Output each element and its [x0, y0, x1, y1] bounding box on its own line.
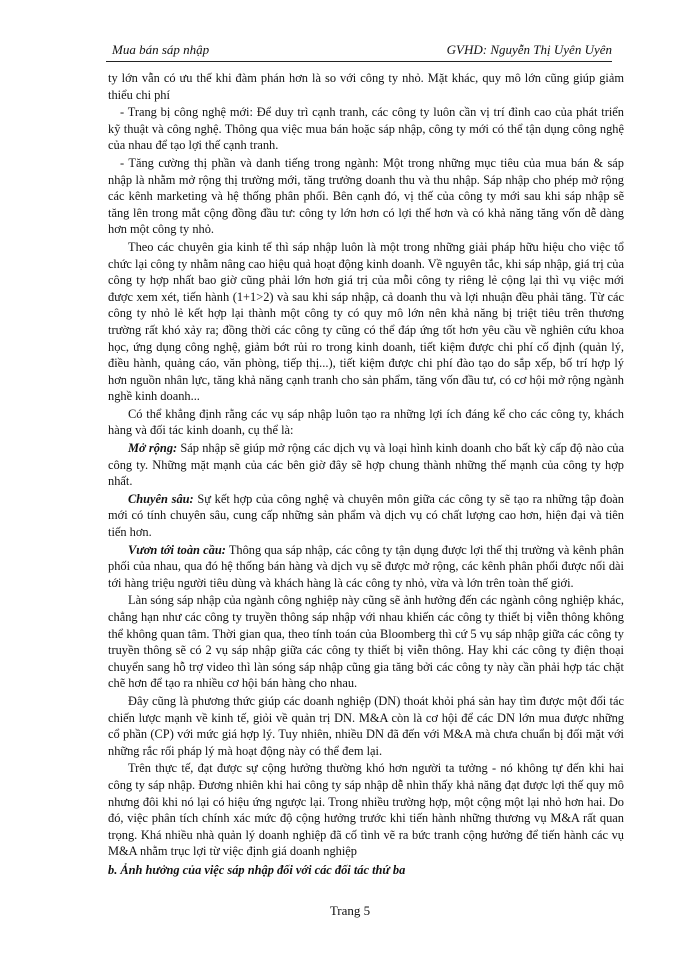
term-text: Thông qua sáp nhập, các công ty tận dụng được lợi thế thị trường và kênh phân phối của nhau, qua đó hệ thống bán hàng và dịch vụ sẽ được mở rộng, các kênh phân phối được nối dài tới hàng triệu người tiêu dùng và khách hàng là các công ty nhỏ, vừa và lớn trên toàn thế giới.: [108, 542, 624, 590]
paragraph: Trên thực tế, đạt được sự cộng hưởng thường khó hơn người ta tưởng - nó không tự đến khi hai công ty sáp nhập. Đương nhiên khi hai công ty sáp nhập dễ nhìn thấy khả năng đạt được lợi thế quy mô nhưng đôi khi nó lại có hiệu ứng ngược lại. Trong nhiều trường hợp, một cộng một lại nhỏ hơn hai. Do đó, việc phân tích chính xác mức độ cộng hưởng trước khi tiến hành những thương vụ M&A rất quan trọng. Khá nhiều nhà quản lý doanh nghiệp đã cố tình vẽ ra bức tranh cộng hưởng để tiến hành các vụ M&A nhằm trục lợi từ việc định giá doanh nghiệp: [108, 761, 624, 859]
header-instructor: GVHD: Nguyễn Thị Uyên Uyên: [446, 42, 612, 57]
page-header: [106, 42, 612, 62]
paragraph: Theo các chuyên gia kinh tế thì sáp nhập luôn là một trong những giải pháp hữu hiệu cho việc tổ chức lại công ty nhằm nâng cao hiệu quả hoạt động kinh doanh. Về nguyên tắc, khi sáp nhập, giá trị của công ty hợp nhất bao giờ cũng phải lớn hơn giá trị của mỗi công ty riêng lẻ cộng lại thì vụ việc mới được xem xét, tiến hành (1+1>2) và sau khi sáp nhập, cả doanh thu và lợi nhuận đều phải tăng. Từ các công ty nhỏ lẻ kết hợp lại thành một công ty có quy mô lớn nên khả năng bị triệt tiêu trên thương trường rất khó xảy ra; đồng thời các công ty cũng có thể đáp ứng tốt hơn yêu cầu về nghiên cứu khoa học, ứng dụng công nghệ, giảm bớt rủi ro trong kinh doanh, tiết kiệm được chi phí cố định (quản lý, điều hành, quảng cáo, văn phòng, tiếp thị...), tiết kiệm được chi phí đào tạo do sắp xếp, bố trí hợp lý hơn nguồn nhân lực, tăng khả năng cạnh tranh cho sản phẩm, tăng vốn đầu tư, có cơ hội mở rộng ngành nghề kinh doanh...: [108, 239, 624, 404]
header-title: Mua bán sáp nhập: [112, 42, 210, 57]
paragraph-expand: [108, 440, 624, 490]
paragraph: Làn sóng sáp nhập của ngành công nghiệp này cũng sẽ ảnh hưởng đến các ngành công nghiệp khác, chẳng hạn như các công ty truyền thông sáp nhập với nhau khiến các công ty thiết bị viễn thông không thể không quan tâm. Thời gian qua, theo tính toán của Bloomberg thì cứ 5 vụ sáp nhập giữa các công ty truyền thông sẽ có 2 vụ sáp nhập giữa các công ty thiết bị viễn thông. Hay khi các công ty điện thoại chuyển sang hỗ trợ video thì làn sóng sáp nhập cũng gia tăng bởi các công ty này cần phải hợp tác chặt chẽ hơn để tạo ra nhiều cơ hội bán hàng cho nhau.: [108, 593, 624, 691]
body-text: [108, 70, 624, 880]
paragraph-specialize: [108, 491, 624, 541]
paragraph: - Tăng cường thị phần và danh tiếng trong ngành: Một trong những mục tiêu của mua bán & sáp nhập là nhằm mở rộng thị trường mới, tăng trưởng doanh thu và thu nhập. Sáp nhập cho phép mở rộng các kênh marketing và hệ thống phân phối. Bên cạnh đó, vị thế của công ty mới sau khi sáp nhập sẽ tăng lên trong mắt cộng đồng đầu tư: công ty lớn hơn có lợi thế hơn và có khả năng tăng vốn dễ dàng hơn một công ty nhỏ.: [108, 155, 624, 237]
paragraph: - Trang bị công nghệ mới: Để duy trì cạnh tranh, các công ty luôn cần vị trí đỉnh cao của phát triển kỹ thuật và công nghệ. Thông qua việc mua bán hoặc sáp nhập, công ty mới có thể tận dụng công nghệ của nhau để tạo lợi thế cạnh tranh.: [108, 105, 624, 153]
paragraph: Đây cũng là phương thức giúp các doanh nghiệp (DN) thoát khỏi phá sản hay tìm được một đối tác chiến lược mạnh về kinh tế, giỏi về quản trị DN. M&A còn là cơ hội để các DN lớn mua được những cổ phần (CP) với mức giá hợp lý. Tuy nhiên, nhiều DN đã đến với M&A mà chưa chuẩn bị đối mặt với những rắc rối pháp lý mà hoạt động này có thể đem lại.: [108, 693, 624, 758]
paragraph: Có thể khẳng định rằng các vụ sáp nhập luôn tạo ra những lợi ích đáng kể cho các công ty, khách hàng và đối tác kinh doanh, cụ thể là:: [108, 406, 624, 438]
term-label: Chuyên sâu:: [128, 491, 194, 506]
term-text: Sáp nhập sẽ giúp mở rộng các dịch vụ và loại hình kinh doanh cho bất kỳ cấp độ nào của công ty. Những mặt mạnh của các bên giờ đây sẽ hợp chung thành những thế mạnh của công ty hợp nhất.: [108, 441, 624, 489]
paragraph-global: [108, 542, 624, 592]
term-label: Vươn tới toàn cầu:: [128, 542, 226, 557]
paragraph: ty lớn vẫn có ưu thế khi đàm phán hơn là so với công ty nhỏ. Mặt khác, quy mô lớn cũng giúp giảm thiểu chi phí: [108, 71, 624, 102]
section-heading: b. Ảnh hưởng của việc sáp nhập đối với các đối tác thứ ba: [108, 862, 406, 877]
term-text: Sự kết hợp của công nghệ và chuyên môn giữa các công ty sẽ tạo ra những tập đoàn mới có tính chuyên sâu, cung cấp những sản phẩm và dịch vụ có chất lượng cao hơn, hiện đại và tiên tiến hơn.: [108, 491, 624, 540]
term-label: Mở rộng:: [128, 441, 178, 456]
page-number: Trang 5: [329, 903, 371, 918]
